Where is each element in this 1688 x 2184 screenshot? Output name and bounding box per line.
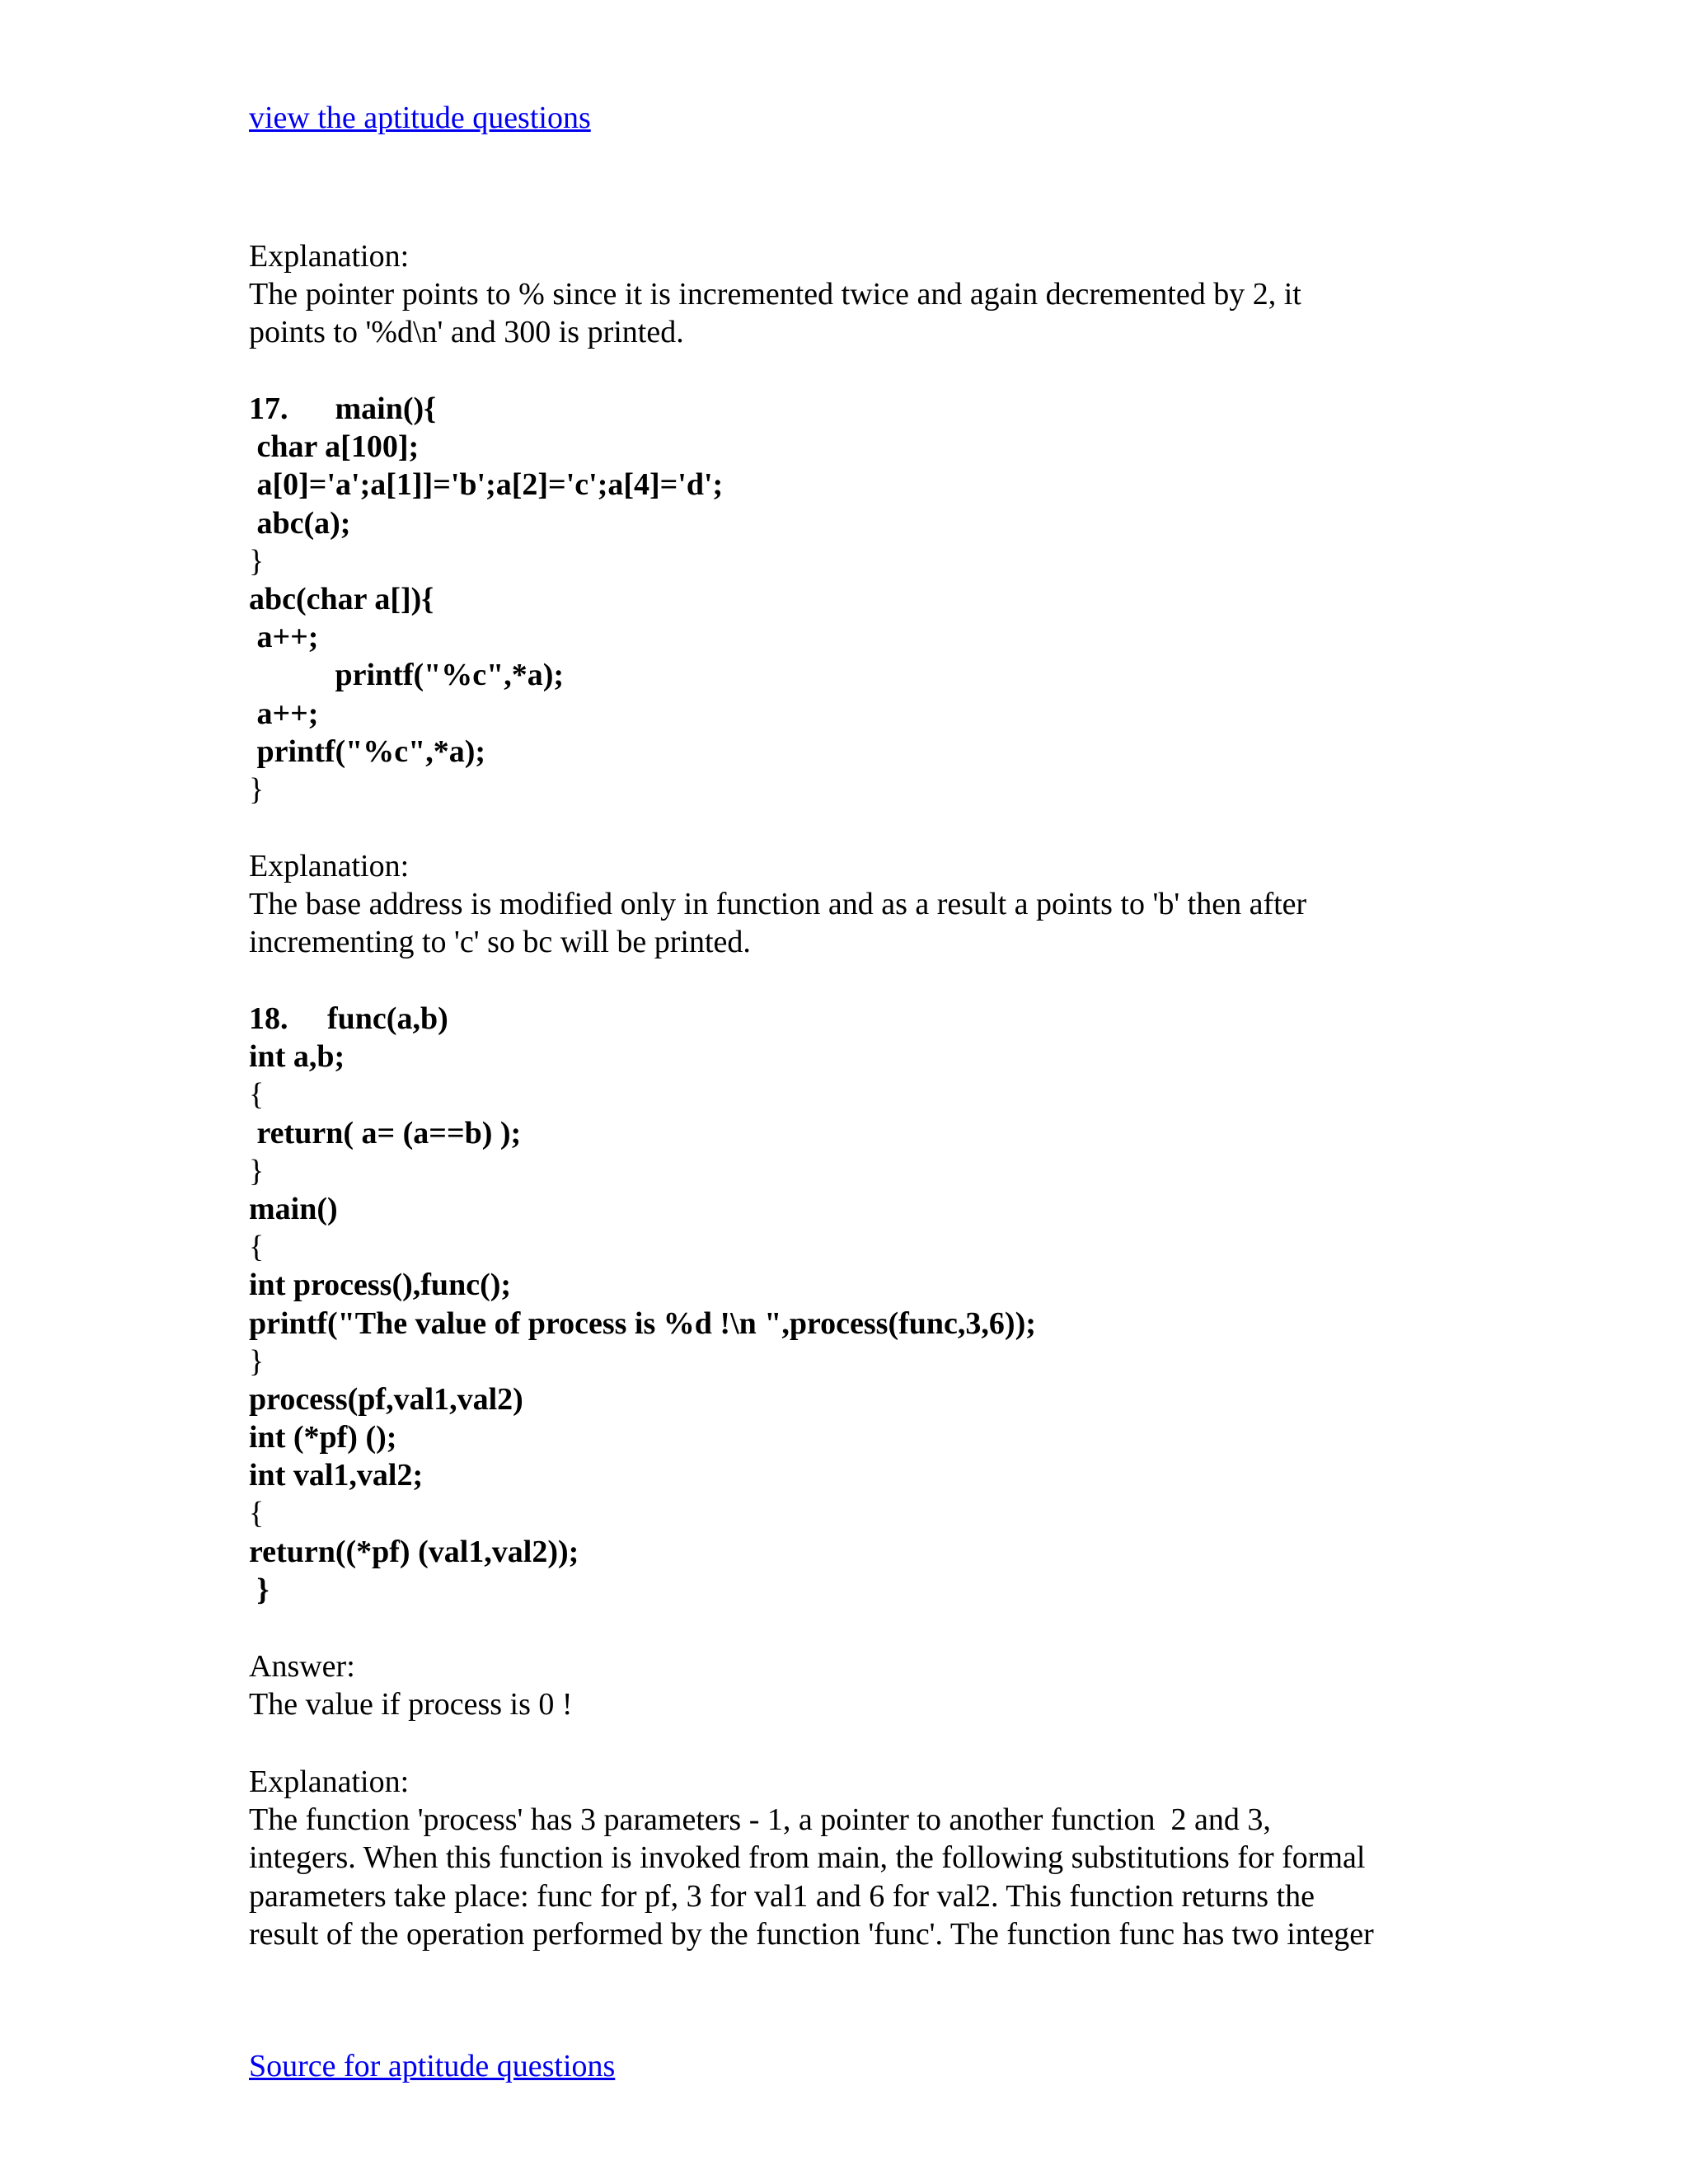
code-line: 17. main(){ bbox=[249, 391, 437, 426]
explanation-text-line: points to '%d\n' and 300 is printed. bbox=[249, 315, 684, 350]
answer-label: Answer: bbox=[249, 1649, 355, 1684]
explanation-text-line: The pointer points to % since it is incremented twice and again decremented by 2, it bbox=[249, 277, 1301, 312]
code-line: abc(a); bbox=[249, 505, 351, 541]
explanation-label: Explanation: bbox=[249, 239, 410, 274]
answer-18 bbox=[249, 1647, 1444, 1723]
code-line: { bbox=[249, 1077, 265, 1113]
explanation-label: Explanation: bbox=[249, 1765, 410, 1799]
code-line: a++; bbox=[249, 620, 319, 655]
code-line: printf("%c",*a); bbox=[249, 658, 565, 693]
code-line: 18. func(a,b) bbox=[249, 1001, 448, 1036]
code-line: } bbox=[249, 543, 265, 579]
explanation-label: Explanation: bbox=[249, 849, 410, 883]
explanation-18 bbox=[249, 1763, 1444, 1953]
code-line: int val1,val2; bbox=[249, 1458, 424, 1493]
explanation-text-line: The function 'process' has 3 parameters - 1, a pointer to another function 2 and 3, bbox=[249, 1802, 1271, 1838]
explanation-17 bbox=[249, 847, 1444, 962]
code-line: int (*pf) (); bbox=[249, 1420, 397, 1455]
code-line: { bbox=[249, 1496, 265, 1531]
explanation-text-line: parameters take place: func for pf, 3 for val1 and 6 for val2. This function returns the bbox=[249, 1878, 1315, 1914]
code-line: } bbox=[249, 771, 265, 807]
code-line: return( a= (a==b) ); bbox=[249, 1115, 522, 1151]
explanation-text-line: The base address is modified only in function and as a result a points to 'b' then after bbox=[249, 887, 1307, 922]
code-line: printf("The value of process is %d !\n ",process(func,3,6)); bbox=[249, 1305, 1036, 1341]
code-line: } bbox=[249, 1343, 265, 1379]
code-line: process(pf,val1,val2) bbox=[249, 1381, 523, 1417]
explanation-text-line: result of the operation performed by the function 'func'. The function func has two integer bbox=[249, 1916, 1374, 1952]
explanation-16 bbox=[249, 237, 1444, 352]
code-line: a[0]='a';a[1]]='b';a[2]='c';a[4]='d'; bbox=[249, 467, 724, 503]
answer-text: The value if process is 0 ! bbox=[249, 1687, 573, 1722]
code-line: main() bbox=[249, 1191, 338, 1226]
code-line: a++; bbox=[249, 696, 319, 731]
code-line: printf("%c",*a); bbox=[249, 733, 486, 769]
question-18-code bbox=[249, 1000, 1444, 1609]
code-line: return((*pf) (val1,val2)); bbox=[249, 1534, 579, 1569]
source-aptitude-questions-link[interactable]: Source for aptitude questions bbox=[249, 2049, 616, 2083]
explanation-text-line: incrementing to 'c' so bc will be printed. bbox=[249, 925, 751, 960]
code-line: } bbox=[249, 1572, 270, 1607]
code-line: int a,b; bbox=[249, 1039, 345, 1075]
code-line: abc(char a[]){ bbox=[249, 581, 434, 616]
code-line: } bbox=[249, 1153, 265, 1188]
code-line: int process(),func(); bbox=[249, 1268, 512, 1303]
question-17-code bbox=[249, 390, 1444, 808]
view-aptitude-questions-link[interactable]: view the aptitude questions bbox=[249, 101, 591, 135]
code-line: { bbox=[249, 1230, 265, 1265]
explanation-text-line: integers. When this function is invoked from main, the following substitutions for formal bbox=[249, 1840, 1366, 1876]
code-line: char a[100]; bbox=[249, 429, 420, 465]
